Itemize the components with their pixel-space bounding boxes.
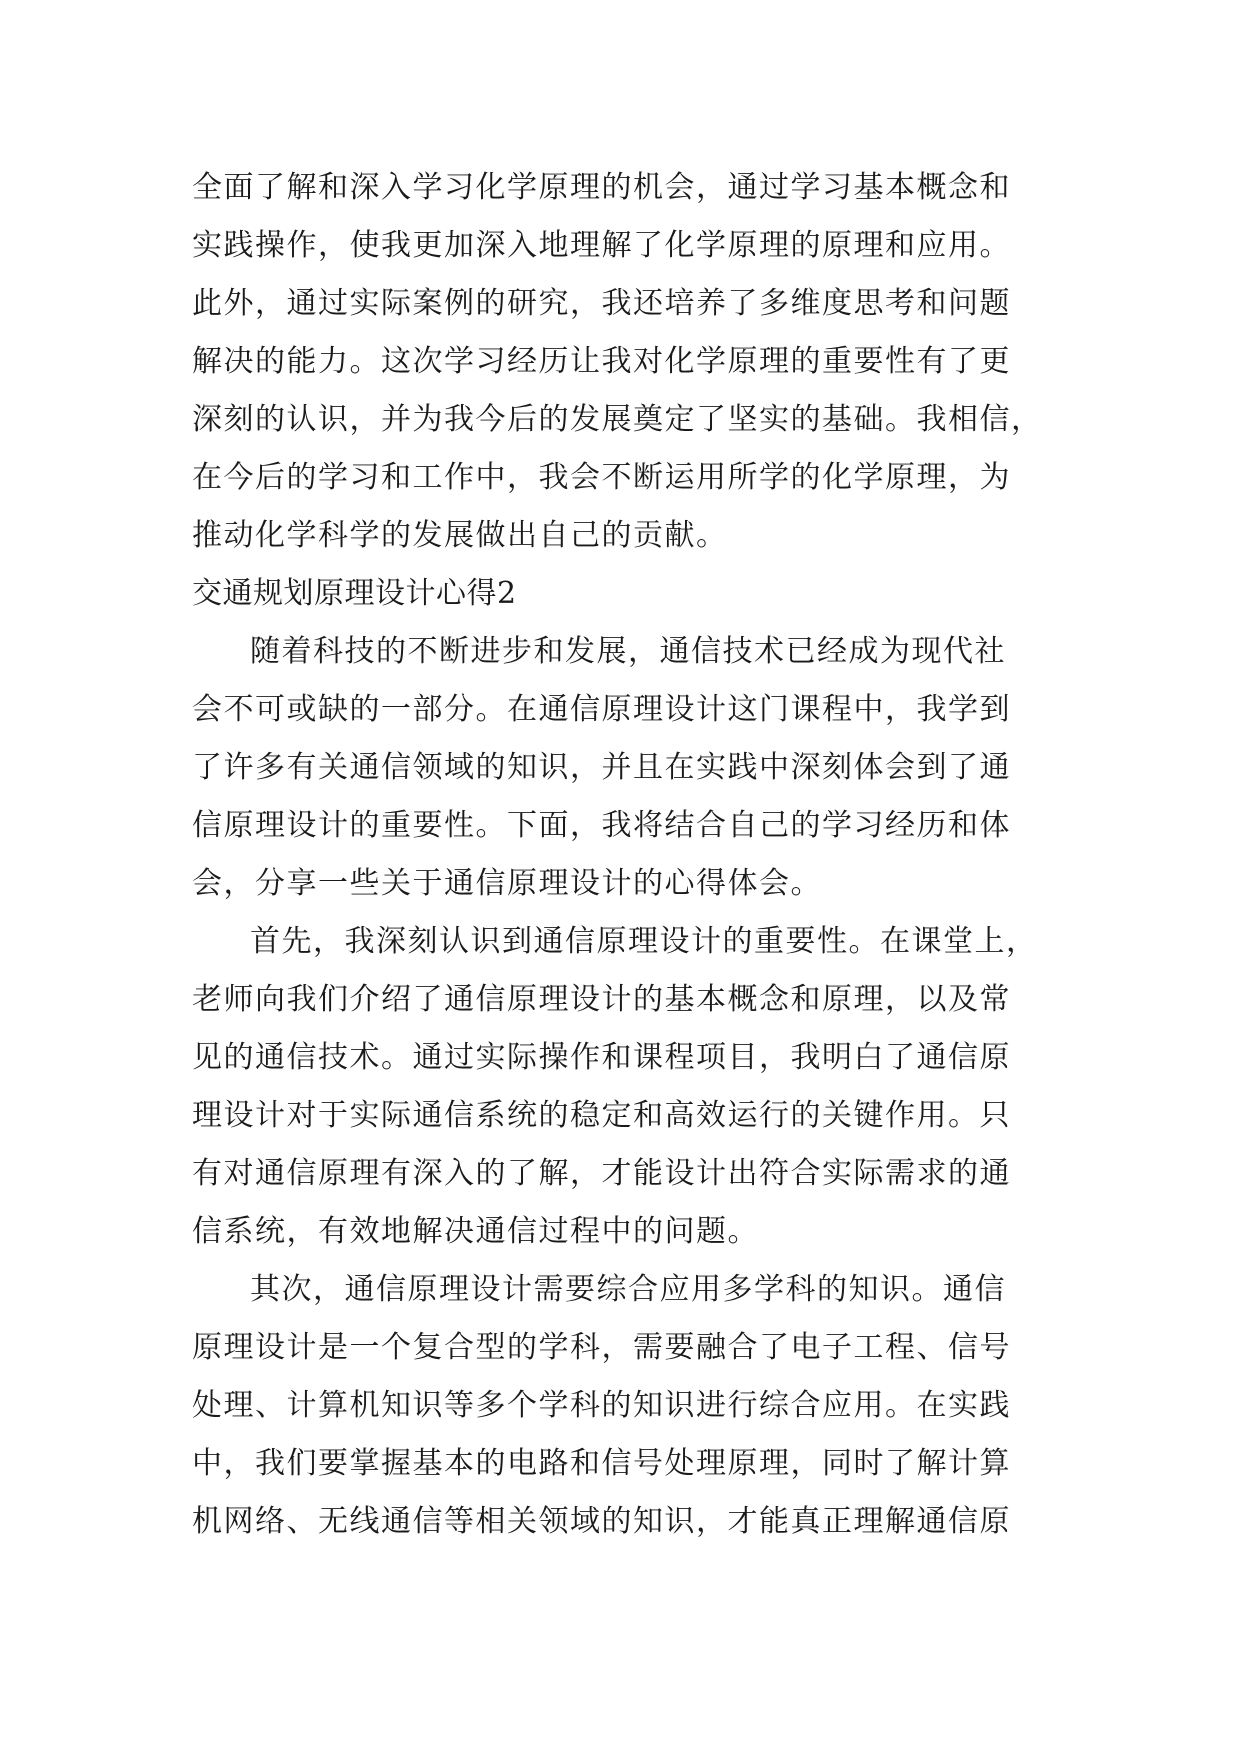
paragraph-first-line: 首先，我深刻认识到通信原理设计的重要性。在课堂上，	[250, 924, 1038, 959]
section-heading: 交通规划原理设计心得2	[192, 576, 517, 611]
body-text-line: 会不可或缺的一部分。在通信原理设计这门课程中，我学到	[192, 692, 1011, 727]
body-text-line: 深刻的认识，并为我今后的发展奠定了坚实的基础。我相信，	[192, 402, 1043, 437]
body-text-line: 了许多有关通信领域的知识，并且在实践中深刻体会到了通	[192, 750, 1011, 785]
body-text-line: 信原理设计的重要性。下面，我将结合自己的学习经历和体	[192, 808, 1011, 843]
body-text-line: 推动化学科学的发展做出自己的贡献。	[192, 518, 728, 553]
body-text-line: 老师向我们介绍了通信原理设计的基本概念和原理，以及常	[192, 982, 1011, 1017]
body-text-line: 见的通信技术。通过实际操作和课程项目，我明白了通信原	[192, 1040, 1011, 1075]
body-text-line: 会，分享一些关于通信原理设计的心得体会。	[192, 866, 822, 901]
body-text-line: 有对通信原理有深入的了解，才能设计出符合实际需求的通	[192, 1156, 1011, 1191]
body-text-line: 在今后的学习和工作中，我会不断运用所学的化学原理，为	[192, 460, 1011, 495]
paragraph-first-line: 随着科技的不断进步和发展，通信技术已经成为现代社	[250, 634, 1006, 669]
paragraph-first-line: 其次，通信原理设计需要综合应用多学科的知识。通信	[250, 1272, 1006, 1307]
body-text-line: 此外，通过实际案例的研究，我还培养了多维度思考和问题	[192, 286, 1011, 321]
body-text-line: 理设计对于实际通信系统的稳定和高效运行的关键作用。只	[192, 1098, 1011, 1133]
body-text-line: 实践操作，使我更加深入地理解了化学原理的原理和应用。	[192, 228, 1011, 263]
body-text-line: 处理、计算机知识等多个学科的知识进行综合应用。在实践	[192, 1388, 1011, 1423]
body-text-line: 解决的能力。这次学习经历让我对化学原理的重要性有了更	[192, 344, 1011, 379]
body-text-line: 机网络、无线通信等相关领域的知识，才能真正理解通信原	[192, 1504, 1011, 1539]
body-text-line: 全面了解和深入学习化学原理的机会，通过学习基本概念和	[192, 170, 1011, 205]
body-text-line: 原理设计是一个复合型的学科，需要融合了电子工程、信号	[192, 1330, 1011, 1365]
body-text-line: 信系统，有效地解决通信过程中的问题。	[192, 1214, 759, 1249]
body-text-line: 中，我们要掌握基本的电路和信号处理原理，同时了解计算	[192, 1446, 1011, 1481]
